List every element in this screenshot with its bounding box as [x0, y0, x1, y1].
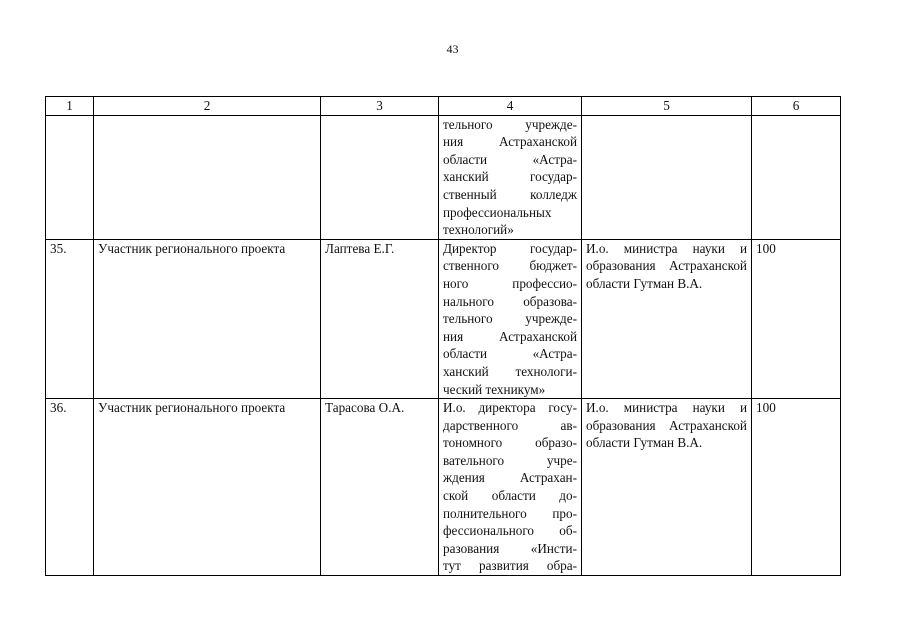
position-line: ханский технологи-: [443, 363, 577, 379]
position-line: нального образова-: [443, 293, 577, 309]
column-header: 6: [752, 97, 841, 116]
approved-by-cell: [582, 115, 752, 239]
position-line: ждения Астрахан-: [443, 470, 577, 486]
position-line: технологий»: [443, 222, 514, 238]
position-line: ческий техникум»: [443, 381, 546, 397]
position-line: тут развития обра-: [443, 558, 577, 574]
role-cell: Участник регионального проекта: [94, 239, 321, 398]
position-line: Директор государ-: [443, 240, 577, 256]
document-table: [45, 96, 841, 576]
position-line: области «Астра-: [443, 151, 577, 167]
share-cell: 100: [752, 399, 841, 576]
column-header: 4: [439, 97, 582, 116]
row-number-cell: 36.: [46, 399, 94, 576]
name-cell: Тарасова О.А.: [321, 399, 439, 576]
position-cell: [439, 115, 582, 239]
column-header: 2: [94, 97, 321, 116]
position-line: ской области до-: [443, 488, 577, 504]
position-line: ственный колледж: [443, 186, 577, 202]
name-cell: [321, 115, 439, 239]
column-header: 1: [46, 97, 94, 116]
position-line: ственного бюджет-: [443, 258, 577, 274]
position-line: тельного учрежде-: [443, 311, 577, 327]
table-row: [46, 239, 841, 398]
position-line: дарственного ав-: [443, 417, 577, 433]
position-line: профессиональных: [443, 204, 552, 220]
position-line: ханский государ-: [443, 169, 577, 185]
position-line: тономного образо-: [443, 435, 577, 451]
position-line: ния Астраханской: [443, 134, 577, 150]
position-line: ного профессио-: [443, 275, 577, 291]
share-cell: 100: [752, 239, 841, 398]
table-header-row: [46, 97, 841, 116]
table-row: [46, 399, 841, 576]
position-cell: [439, 399, 582, 576]
table-row: [46, 115, 841, 239]
share-cell: [752, 115, 841, 239]
position-line: И.о. директора госу-: [443, 400, 577, 416]
role-cell: [94, 115, 321, 239]
position-cell: [439, 239, 582, 398]
column-header: 3: [321, 97, 439, 116]
name-cell: Лаптева Е.Г.: [321, 239, 439, 398]
page-number: 43: [446, 42, 459, 56]
column-header: 5: [582, 97, 752, 116]
approved-by-cell: И.о. министра науки и образования Астраханской области Гутман В.А.: [582, 239, 752, 398]
position-line: разования «Инсти-: [443, 540, 577, 556]
position-line: вательного учре-: [443, 452, 577, 468]
position-line: ния Астраханской: [443, 328, 577, 344]
position-line: полнительного про-: [443, 505, 577, 521]
position-line: тельного учрежде-: [443, 116, 577, 132]
position-line: фессионального об-: [443, 523, 577, 539]
row-number-cell: 35.: [46, 239, 94, 398]
role-cell: Участник регионального проекта: [94, 399, 321, 576]
approved-by-cell: И.о. министра науки и образования Астраханской области Гутман В.А.: [582, 399, 752, 576]
row-number-cell: [46, 115, 94, 239]
position-line: области «Астра-: [443, 346, 577, 362]
